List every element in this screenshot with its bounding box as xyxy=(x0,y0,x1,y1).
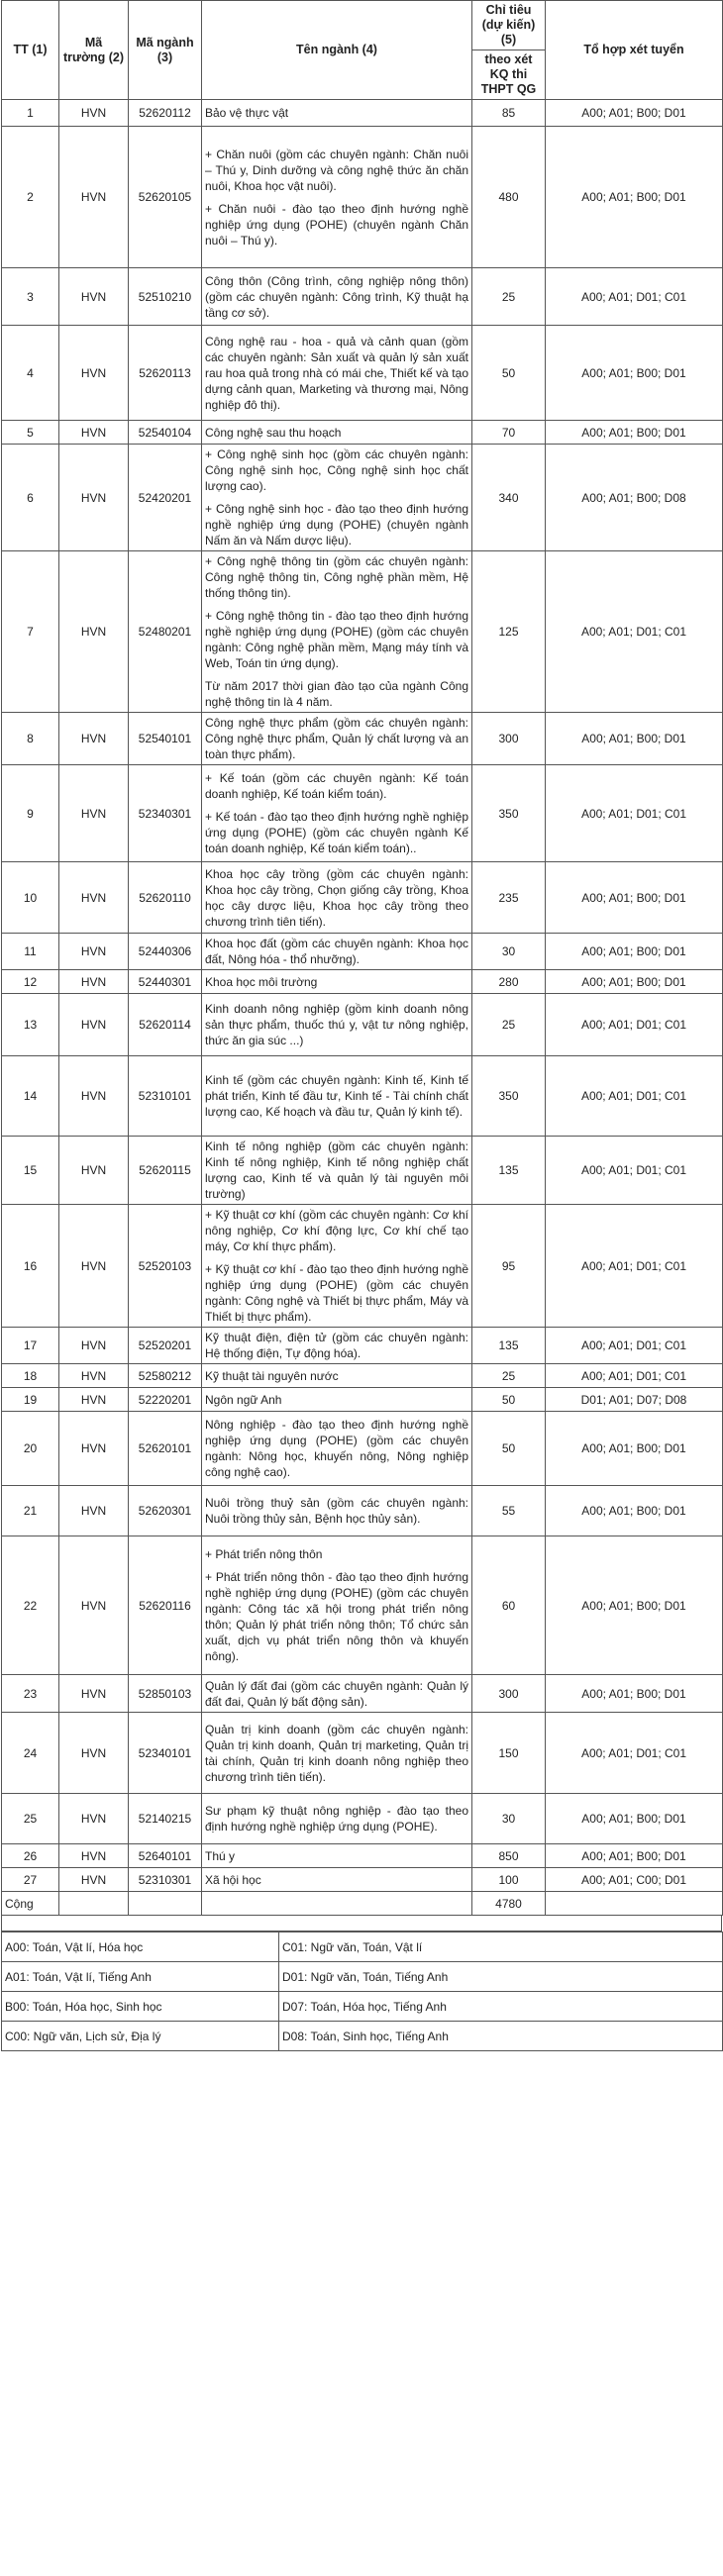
school-code: HVN xyxy=(59,551,129,713)
major-name-paragraph: Ngôn ngữ Anh xyxy=(205,1392,282,1407)
major-name xyxy=(202,1205,472,1328)
table-row xyxy=(2,268,723,326)
row-number: 1 xyxy=(2,100,59,127)
major-code: 52540104 xyxy=(129,421,202,445)
quota-value: 60 xyxy=(472,1536,546,1675)
admissions-table-page xyxy=(1,0,722,2051)
row-number: 8 xyxy=(2,713,59,765)
school-code: HVN xyxy=(59,127,129,268)
row-number: 13 xyxy=(2,994,59,1056)
row-number: 17 xyxy=(2,1328,59,1364)
combination-value: A00; A01; B00; D01 xyxy=(546,1794,723,1844)
major-code: 52520103 xyxy=(129,1205,202,1328)
major-code: 52140215 xyxy=(129,1794,202,1844)
major-name-paragraph: Khoa học đất (gồm các chuyên ngành: Khoa học đất, Nông hóa - thổ nhưỡng). xyxy=(205,937,468,966)
major-name-paragraph: Kỹ thuật tài nguyên nước xyxy=(205,1368,339,1383)
quota-value: 85 xyxy=(472,100,546,127)
major-name xyxy=(202,551,472,713)
combination-value: A00; A01; B00; D01 xyxy=(546,1675,723,1713)
combination-value: A00; A01; B00; D01 xyxy=(546,970,723,994)
major-code: 52440306 xyxy=(129,934,202,970)
major-name-paragraph: + Kỹ thuật cơ khí (gồm các chuyên ngành: Cơ khí nông nghiệp, Cơ khí động lực, Cơ khí chế tạo máy, Cơ khí thực phẩm). xyxy=(205,1208,468,1253)
row-number: 7 xyxy=(2,551,59,713)
combination-value: A00; A01; B00; D01 xyxy=(546,421,723,445)
major-name-paragraph: + Công nghệ thông tin (gồm các chuyên ngành: Công nghệ thông tin, Công nghệ phần mềm, Hệ thống thông tin). xyxy=(205,554,468,600)
legend-row xyxy=(2,2022,723,2051)
table-body xyxy=(2,100,723,1916)
row-number: 20 xyxy=(2,1412,59,1486)
table-row xyxy=(2,1844,723,1868)
school-code: HVN xyxy=(59,1388,129,1412)
row-number: 6 xyxy=(2,445,59,551)
quota-value: 135 xyxy=(472,1137,546,1205)
school-code: HVN xyxy=(59,713,129,765)
table-row xyxy=(2,862,723,934)
row-number: 12 xyxy=(2,970,59,994)
major-code: 52620114 xyxy=(129,994,202,1056)
quota-value: 25 xyxy=(472,268,546,326)
quota-value: 340 xyxy=(472,445,546,551)
school-code: HVN xyxy=(59,1137,129,1205)
major-name xyxy=(202,713,472,765)
major-name xyxy=(202,1328,472,1364)
quota-value: 280 xyxy=(472,970,546,994)
school-code: HVN xyxy=(59,1486,129,1536)
quota-value: 25 xyxy=(472,994,546,1056)
table-row xyxy=(2,1868,723,1892)
row-number: 18 xyxy=(2,1364,59,1388)
major-name xyxy=(202,421,472,445)
major-name xyxy=(202,1364,472,1388)
header-row xyxy=(2,1,723,50)
quota-value: 95 xyxy=(472,1205,546,1328)
row-number: 2 xyxy=(2,127,59,268)
major-code: 52640101 xyxy=(129,1844,202,1868)
combination-value: A00; A01; C00; D01 xyxy=(546,1868,723,1892)
major-name-paragraph: + Công nghệ sinh học (gồm các chuyên ngành: Công nghệ sinh học, Công nghệ sinh học chất lượng cao). xyxy=(205,447,468,493)
quota-value: 100 xyxy=(472,1868,546,1892)
row-number: 5 xyxy=(2,421,59,445)
quota-value: 50 xyxy=(472,326,546,421)
major-name xyxy=(202,1137,472,1205)
table-row xyxy=(2,1205,723,1328)
table-row xyxy=(2,934,723,970)
quota-value: 235 xyxy=(472,862,546,934)
table-row xyxy=(2,1056,723,1137)
total-quota: 4780 xyxy=(472,1892,546,1916)
table-row xyxy=(2,1364,723,1388)
major-name-paragraph: Kinh tế (gồm các chuyên ngành: Kinh tế, Kinh tế phát triển, Kinh tế đầu tư, Kinh tế - Tài chính chất lượng cao, Kế hoạch và đầu tư, Quản lý kinh tế). xyxy=(205,1073,468,1119)
major-name xyxy=(202,765,472,862)
major-name xyxy=(202,934,472,970)
major-name xyxy=(202,1675,472,1713)
table-row xyxy=(2,1713,723,1794)
table-row xyxy=(2,713,723,765)
school-code: HVN xyxy=(59,1328,129,1364)
major-name-paragraph: + Công nghệ sinh học - đào tạo theo định hướng nghề nghiệp ứng dụng (POHE) (chuyên ngành Nấm ăn và Nấm dược liệu). xyxy=(205,502,468,547)
major-name xyxy=(202,994,472,1056)
admissions-table xyxy=(1,0,723,1916)
major-name-paragraph: Khoa học cây trồng (gồm các chuyên ngành: Khoa học cây trồng, Chọn giống cây trồng, Khoa học cây dược liệu, Khoa học cây trồng theo chương trình tiên tiến). xyxy=(205,866,468,929)
header-school-code: Mã trường (2) xyxy=(59,1,129,100)
school-code: HVN xyxy=(59,994,129,1056)
table-row xyxy=(2,1137,723,1205)
major-name xyxy=(202,1713,472,1794)
table-row xyxy=(2,127,723,268)
major-name-paragraph: Công nghệ sau thu hoạch xyxy=(205,425,342,440)
quota-value: 850 xyxy=(472,1844,546,1868)
header-major-name: Tên ngành (4) xyxy=(202,1,472,100)
legend-row xyxy=(2,1962,723,1992)
combination-value: A00; A01; B00; D01 xyxy=(546,934,723,970)
major-name-paragraph: Công thôn (Công trình, công nghiệp nông thôn) (gồm các chuyên ngành: Công trình, Kỹ thuật hạ tầng cơ sở). xyxy=(205,273,468,320)
major-name-paragraph: Nuôi trồng thuỷ sản (gồm các chuyên ngành: Nuôi trồng thủy sản, Bệnh học thủy sản). xyxy=(205,1496,468,1526)
major-code: 52420201 xyxy=(129,445,202,551)
combination-value: A00; A01; D01; C01 xyxy=(546,1364,723,1388)
major-name xyxy=(202,1412,472,1486)
major-name-paragraph: + Kỹ thuật cơ khí - đào tạo theo định hướng nghề nghiệp ứng dụng (POHE) (gồm các chuyên ngành: Công nghệ và Thiết bị thực phẩm, Máy và Thiết bị thực phẩm). xyxy=(205,1262,468,1324)
quota-value: 30 xyxy=(472,1794,546,1844)
table-spacer xyxy=(1,1916,722,1932)
row-number: 23 xyxy=(2,1675,59,1713)
row-number: 15 xyxy=(2,1137,59,1205)
legend-item: A01: Toán, Vật lí, Tiếng Anh xyxy=(2,1962,279,1992)
table-row xyxy=(2,421,723,445)
major-code: 52540101 xyxy=(129,713,202,765)
major-code: 52620110 xyxy=(129,862,202,934)
major-code: 52520201 xyxy=(129,1328,202,1364)
major-code: 52850103 xyxy=(129,1675,202,1713)
major-name xyxy=(202,445,472,551)
row-number: 19 xyxy=(2,1388,59,1412)
quota-value: 480 xyxy=(472,127,546,268)
school-code: HVN xyxy=(59,970,129,994)
row-number: 16 xyxy=(2,1205,59,1328)
table-row xyxy=(2,970,723,994)
combination-value: A00; A01; B00; D01 xyxy=(546,1536,723,1675)
quota-value: 70 xyxy=(472,421,546,445)
major-name-paragraph: Quản trị kinh doanh (gồm các chuyên ngành: Quản trị kinh doanh, Quản trị marketing, Quản trị tài chính, Quản trị kinh doanh nông nghiệp theo chương trình tiên tiến). xyxy=(205,1722,468,1784)
combination-value: A00; A01; D01; C01 xyxy=(546,765,723,862)
combination-value: A00; A01; D01; C01 xyxy=(546,1328,723,1364)
major-code: 52440301 xyxy=(129,970,202,994)
row-number: 26 xyxy=(2,1844,59,1868)
legend-item: B00: Toán, Hóa học, Sinh học xyxy=(2,1992,279,2022)
major-name xyxy=(202,127,472,268)
school-code: HVN xyxy=(59,1364,129,1388)
combination-value: A00; A01; B00; D01 xyxy=(546,1412,723,1486)
school-code: HVN xyxy=(59,268,129,326)
legend-item: C00: Ngữ văn, Lịch sử, Địa lý xyxy=(2,2022,279,2051)
table-row xyxy=(2,445,723,551)
quota-value: 350 xyxy=(472,765,546,862)
legend-item: C01: Ngữ văn, Toán, Vật lí xyxy=(279,1932,723,1962)
header-combination: Tổ hợp xét tuyển xyxy=(546,1,723,100)
combination-value: A00; A01; B00; D08 xyxy=(546,445,723,551)
legend-item: D07: Toán, Hóa học, Tiếng Anh xyxy=(279,1992,723,2022)
school-code: HVN xyxy=(59,1056,129,1137)
major-name-paragraph: Khoa học môi trường xyxy=(205,974,318,989)
major-code: 52310301 xyxy=(129,1868,202,1892)
combination-value: A00; A01; B00; D01 xyxy=(546,862,723,934)
row-number: 14 xyxy=(2,1056,59,1137)
row-number: 11 xyxy=(2,934,59,970)
major-name-paragraph: Thú y xyxy=(205,1848,236,1863)
total-row xyxy=(2,1892,723,1916)
major-code: 52510210 xyxy=(129,268,202,326)
school-code: HVN xyxy=(59,1713,129,1794)
legend-row xyxy=(2,1992,723,2022)
combination-value: A00; A01; D01; C01 xyxy=(546,268,723,326)
school-code: HVN xyxy=(59,1868,129,1892)
combination-value: A00; A01; B00; D01 xyxy=(546,713,723,765)
school-code: HVN xyxy=(59,1205,129,1328)
header-quota: Chỉ tiêu (dự kiến) (5) xyxy=(472,1,546,50)
major-code: 52340101 xyxy=(129,1713,202,1794)
major-name xyxy=(202,970,472,994)
major-name xyxy=(202,1486,472,1536)
quota-value: 30 xyxy=(472,934,546,970)
empty-cell xyxy=(546,1892,723,1916)
major-name-paragraph: + Phát triển nông thôn - đào tạo theo định hướng nghề nghiệp ứng dụng (POHE) (gồm các chuyên ngành: Công tác xã hội trong phát triển nông thôn; Quản lý phát triển nông thôn; Tổ chức sản xuất, dịch vụ phát triển nông thôn và khuyến nông). xyxy=(205,1570,468,1663)
major-code: 52620113 xyxy=(129,326,202,421)
row-number: 27 xyxy=(2,1868,59,1892)
major-code: 52580212 xyxy=(129,1364,202,1388)
major-name-paragraph: Sư phạm kỹ thuật nông nghiệp - đào tạo theo định hướng nghề nghiệp ứng dụng (POHE). xyxy=(205,1804,468,1833)
row-number: 21 xyxy=(2,1486,59,1536)
school-code: HVN xyxy=(59,1412,129,1486)
quota-value: 300 xyxy=(472,713,546,765)
quota-value: 125 xyxy=(472,551,546,713)
major-code: 52620115 xyxy=(129,1137,202,1205)
row-number: 10 xyxy=(2,862,59,934)
major-name-paragraph: Công nghệ thực phẩm (gồm các chuyên ngành: Công nghệ thực phẩm, Quản lý chất lượng và an toàn thực phẩm). xyxy=(205,716,468,761)
quota-value: 55 xyxy=(472,1486,546,1536)
major-code: 52480201 xyxy=(129,551,202,713)
major-name xyxy=(202,268,472,326)
major-name xyxy=(202,1868,472,1892)
legend-body xyxy=(2,1932,723,2051)
school-code: HVN xyxy=(59,934,129,970)
major-name xyxy=(202,1844,472,1868)
major-name xyxy=(202,100,472,127)
combination-value: D01; A01; D07; D08 xyxy=(546,1388,723,1412)
combination-value: A00; A01; D01; C01 xyxy=(546,1056,723,1137)
school-code: HVN xyxy=(59,1536,129,1675)
table-row xyxy=(2,100,723,127)
school-code: HVN xyxy=(59,1794,129,1844)
table-row xyxy=(2,326,723,421)
combination-value: A00; A01; B00; D01 xyxy=(546,100,723,127)
legend-row xyxy=(2,1932,723,1962)
major-name xyxy=(202,862,472,934)
table-row xyxy=(2,1328,723,1364)
quota-value: 150 xyxy=(472,1713,546,1794)
header-major-code: Mã ngành (3) xyxy=(129,1,202,100)
table-row xyxy=(2,1794,723,1844)
row-number: 4 xyxy=(2,326,59,421)
combination-value: A00; A01; B00; D01 xyxy=(546,326,723,421)
major-name-paragraph: Xã hội học xyxy=(205,1872,261,1887)
table-row xyxy=(2,1486,723,1536)
major-name-paragraph: Kinh doanh nông nghiệp (gồm kinh doanh nông sản thực phẩm, thuốc thú y, vật tư nông nghiệp, thức ăn gia súc ...) xyxy=(205,1002,468,1047)
combination-value: A00; A01; D01; C01 xyxy=(546,1205,723,1328)
header-quota-sub: theo xét KQ thi THPT QG xyxy=(472,50,546,100)
row-number: 3 xyxy=(2,268,59,326)
school-code: HVN xyxy=(59,1844,129,1868)
major-name-paragraph: + Chăn nuôi - đào tạo theo định hướng nghề nghiệp ứng dụng (POHE) (chuyên ngành Chăn nuôi – Thú y). xyxy=(205,201,468,248)
major-code: 52620101 xyxy=(129,1412,202,1486)
table-row xyxy=(2,1412,723,1486)
row-number: 22 xyxy=(2,1536,59,1675)
combination-value: A00; A01; B00; D01 xyxy=(546,127,723,268)
row-number: 9 xyxy=(2,765,59,862)
major-code: 52620112 xyxy=(129,100,202,127)
row-number: 25 xyxy=(2,1794,59,1844)
school-code: HVN xyxy=(59,862,129,934)
major-name xyxy=(202,1056,472,1137)
legend-item: A00: Toán, Vật lí, Hóa học xyxy=(2,1932,279,1962)
combination-value: A00; A01; B00; D01 xyxy=(546,1844,723,1868)
major-name xyxy=(202,1388,472,1412)
row-number: 24 xyxy=(2,1713,59,1794)
table-row xyxy=(2,994,723,1056)
school-code: HVN xyxy=(59,1675,129,1713)
major-name-paragraph: Kỹ thuật điện, điện tử (gồm các chuyên ngành: Hệ thống điện, Tự động hóa). xyxy=(205,1331,468,1360)
table-row xyxy=(2,765,723,862)
combination-value: A00; A01; D01; C01 xyxy=(546,994,723,1056)
header-tt: TT (1) xyxy=(2,1,59,100)
legend-item: D01: Ngữ văn, Toán, Tiếng Anh xyxy=(279,1962,723,1992)
major-name-paragraph: Quản lý đất đai (gồm các chuyên ngành: Quản lý đất đai, Quản lý bất động sản). xyxy=(205,1678,468,1709)
major-name xyxy=(202,1794,472,1844)
table-row xyxy=(2,1675,723,1713)
major-code: 52310101 xyxy=(129,1056,202,1137)
quota-value: 135 xyxy=(472,1328,546,1364)
major-name-paragraph: Công nghệ rau - hoa - quả và cảnh quan (gồm các chuyên ngành: Sản xuất và quản lý sản xuất rau hoa quả trong nhà có mái che, Thiết kế và tạo dựng cảnh quan, Marketing và thương mại, Nông nghiệp đô thị). xyxy=(205,334,468,412)
combination-value: A00; A01; D01; C01 xyxy=(546,1713,723,1794)
major-code: 52620105 xyxy=(129,127,202,268)
major-code: 52620301 xyxy=(129,1486,202,1536)
major-code: 52340301 xyxy=(129,765,202,862)
empty-cell xyxy=(202,1892,472,1916)
table-row xyxy=(2,551,723,713)
major-name-paragraph: + Kế toán (gồm các chuyên ngành: Kế toán doanh nghiệp, Kế toán kiểm toán). xyxy=(205,771,468,801)
major-name-paragraph: Bảo vệ thực vật xyxy=(205,106,289,120)
combination-value: A00; A01; D01; C01 xyxy=(546,551,723,713)
quota-value: 50 xyxy=(472,1388,546,1412)
major-name xyxy=(202,326,472,421)
school-code: HVN xyxy=(59,421,129,445)
quota-value: 25 xyxy=(472,1364,546,1388)
school-code: HVN xyxy=(59,100,129,127)
table-row xyxy=(2,1536,723,1675)
total-label: Cộng xyxy=(2,1892,59,1916)
quota-value: 50 xyxy=(472,1412,546,1486)
school-code: HVN xyxy=(59,765,129,862)
empty-cell xyxy=(59,1892,129,1916)
combination-value: A00; A01; D01; C01 xyxy=(546,1137,723,1205)
legend-table xyxy=(1,1932,723,2051)
school-code: HVN xyxy=(59,445,129,551)
major-code: 52220201 xyxy=(129,1388,202,1412)
quota-value: 350 xyxy=(472,1056,546,1137)
school-code: HVN xyxy=(59,326,129,421)
major-name-paragraph: + Phát triển nông thôn xyxy=(205,1547,323,1561)
major-name-paragraph: + Chăn nuôi (gồm các chuyên ngành: Chăn nuôi – Thú y, Dinh dưỡng và công nghệ thức ăn chăn nuôi, Khoa học vật nuôi). xyxy=(205,147,468,193)
major-name-paragraph: Từ năm 2017 thời gian đào tạo của ngành Công nghệ thông tin là 4 năm. xyxy=(205,679,468,709)
major-name-paragraph: + Kế toán - đào tạo theo định hướng nghề nghiệp ứng dụng (POHE) (gồm các chuyên ngành Kế toán doanh nghiệp, Kế toán kiểm toán).. xyxy=(205,810,468,855)
legend-item: D08: Toán, Sinh học, Tiếng Anh xyxy=(279,2022,723,2051)
major-name-paragraph: Nông nghiệp - đào tạo theo định hướng nghề nghiệp ứng dụng (POHE) (gồm các chuyên ngành: Nông học, khuyến nông, Nông nghiệp công nghệ cao). xyxy=(205,1418,468,1479)
major-name-paragraph: Kinh tế nông nghiệp (gồm các chuyên ngành: Kinh tế nông nghiệp, Kinh tế nông nghiệp chất lượng cao, Kinh tế và quản lý tài nguyên môi trường) xyxy=(205,1139,468,1201)
empty-cell xyxy=(129,1892,202,1916)
combination-value: A00; A01; B00; D01 xyxy=(546,1486,723,1536)
quota-value: 300 xyxy=(472,1675,546,1713)
table-row xyxy=(2,1388,723,1412)
major-name-paragraph: + Công nghệ thông tin - đào tạo theo định hướng nghề nghiệp ứng dụng (POHE) (gồm các chuyên ngành: Công nghệ phần mềm, Mạng máy tính và Web, Toán tin ứng dụng). xyxy=(205,609,468,670)
major-code: 52620116 xyxy=(129,1536,202,1675)
major-name xyxy=(202,1536,472,1675)
